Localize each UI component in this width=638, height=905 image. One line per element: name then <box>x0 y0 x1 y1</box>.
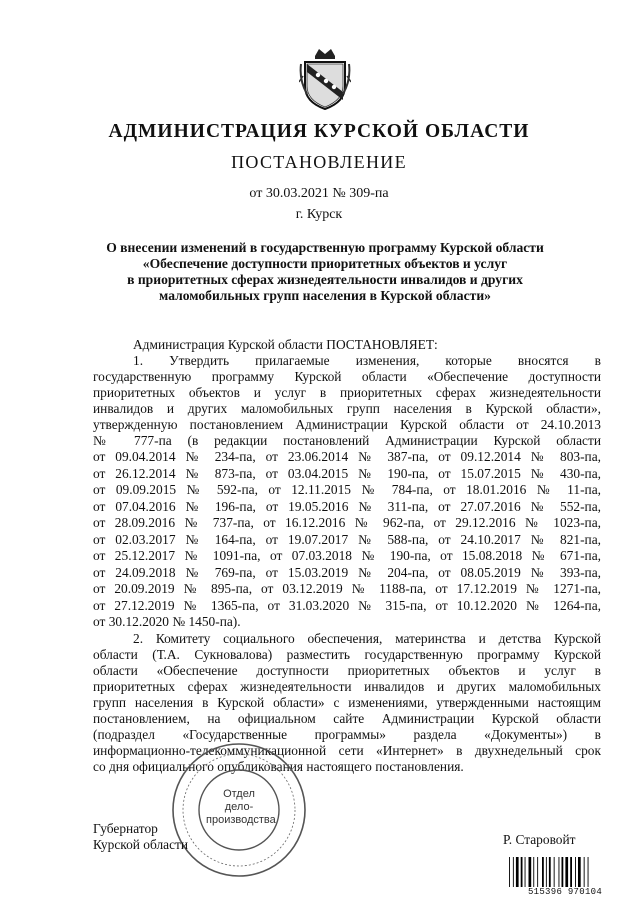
subject-line: «Обеспечение доступности приоритетных объектов и услуг <box>142 256 508 271</box>
barcode-bar <box>546 857 547 887</box>
subject-line: маломобильных групп населения в Курской области» <box>159 288 491 303</box>
body-line: № 777-па (в редакции постановлений Администрации Курской области <box>93 433 601 448</box>
barcode-bar <box>559 857 560 887</box>
document-number: от 30.03.2021 № 309-па <box>249 186 389 201</box>
stamp-line: дело- <box>224 801 254 813</box>
body-line: от 24.09.2018 № 769-па, от 15.03.2019 № 204-па, от 08.05.2019 № 393-па, <box>93 565 601 580</box>
body-line: от 26.12.2014 № 873-па, от 03.04.2015 № 190-па, от 15.07.2015 № 430-па, <box>93 466 601 481</box>
barcode-bar <box>588 857 589 887</box>
signatory-title-line: Курской области <box>93 837 189 852</box>
subject-line: в приоритетных сферах жизнедеятельности инвалидов и других <box>127 272 523 287</box>
body-line: от 07.04.2016 № 196-па, от 19.05.2016 № 311-па, от 27.07.2016 № 552-па, <box>93 499 601 514</box>
barcode-bar <box>533 857 534 887</box>
document-city: г. Курск <box>295 207 343 222</box>
document-type: ПОСТАНОВЛЕНИЕ <box>231 152 407 172</box>
barcode-bar <box>562 857 564 887</box>
barcode-bar <box>578 857 581 887</box>
body-line: от 20.09.2019 № 895-па, от 03.12.2019 № 1188-па, от 17.12.2019 № 1271-па, <box>93 581 601 596</box>
body-line: от 09.04.2014 № 234-па, от 23.06.2014 № 387-па, от 09.12.2014 № 803-па, <box>93 449 601 464</box>
body-line: приоритетных объектов и услуг в приоритетных сферах жизнедеятельности <box>93 385 601 400</box>
body-line: (подраздел «Государственные программы» раздела «Документы») в <box>93 727 601 742</box>
barcode-bar <box>525 857 526 887</box>
body-line: групп населения в Курской области» с изменениями, утвержденными настоящим <box>93 695 601 710</box>
body-line: информационно-телекоммуникационной сети «Интернет» в двухнедельный срок <box>93 743 601 758</box>
body-line: государственную программу Курской области «Обеспечение доступности <box>93 369 601 384</box>
body-line: 1. Утвердить прилагаемые изменения, которые вносятся в <box>133 353 601 368</box>
body-line: от 30.12.2020 № 1450-па). <box>93 614 241 629</box>
signatory-title-line: Губернатор <box>93 821 158 836</box>
barcode-bar <box>529 857 532 887</box>
barcode-bar <box>516 857 519 887</box>
barcode-bar <box>509 857 510 887</box>
barcode-bar <box>554 857 555 887</box>
signatory-title <box>93 821 188 853</box>
body-line: от 09.09.2015 № 592-па, от 12.11.2015 № 784-па, от 18.01.2016 № 11-па, <box>93 482 601 497</box>
body-intro: Администрация Курской области ПОСТАНОВЛЯЕТ: <box>133 337 438 352</box>
body-line: постановлением, на официальном сайте Администрации Курской области <box>93 711 601 726</box>
body-line: инвалидов и других маломобильных групп населения в Курской области», <box>93 401 601 416</box>
subject-line: О внесении изменений в государственную программу Курской области <box>106 240 544 255</box>
agency-title: АДМИНИСТРАЦИЯ КУРСКОЙ ОБЛАСТИ <box>108 121 530 142</box>
barcode-bar <box>521 857 523 887</box>
body-line: от 02.03.2017 № 164-па, от 19.07.2017 № 588-па, от 24.10.2017 № 821-па, <box>93 532 601 547</box>
body-line: от 25.12.2017 № 1091-па, от 07.03.2018 № 190-па, от 15.08.2018 № 671-па, <box>93 548 601 563</box>
document-subject <box>40 240 610 304</box>
barcode-bar <box>549 857 551 887</box>
barcode-bar <box>570 857 572 887</box>
barcode-bar <box>584 857 585 887</box>
stamp-text <box>206 788 276 827</box>
body-line: со дня официального опубликования настоящего постановления. <box>93 759 464 774</box>
body-line: от 28.09.2016 № 737-па, от 16.12.2016 № 962-па, от 29.12.2016 № 1023-па, <box>93 515 601 530</box>
body-line: области (Т.А. Сукновалова) разместить государственную программу Курской <box>93 647 601 662</box>
stamp-line: Отдел <box>223 788 255 800</box>
body-line: утвержденную постановлением Администрации Курской области от 24.10.2013 <box>93 417 601 432</box>
barcode-number: 515396 970104 <box>527 887 603 897</box>
barcode <box>508 857 622 887</box>
body-line: 2. Комитету социального обеспечения, материнства и детства Курской <box>133 631 601 646</box>
body-line: области «Обеспечение доступности приоритетных объектов и услуг в <box>93 663 601 678</box>
barcode-bar <box>542 857 544 887</box>
barcode-bar <box>575 857 576 887</box>
body-line: приоритетных сферах жизнедеятельности инвалидов и других маломобильных <box>93 679 601 694</box>
barcode-bar <box>537 857 538 887</box>
body-line: от 27.12.2019 № 1365-па, от 31.03.2020 № 315-па, от 10.12.2020 № 1264-па, <box>93 598 601 613</box>
signatory-name: Р. Старовойт <box>503 832 576 847</box>
stamp-line: производства <box>206 814 276 826</box>
barcode-bar <box>513 857 514 887</box>
kursk-coat-of-arms-icon <box>299 46 351 112</box>
barcode-bar <box>565 857 568 887</box>
